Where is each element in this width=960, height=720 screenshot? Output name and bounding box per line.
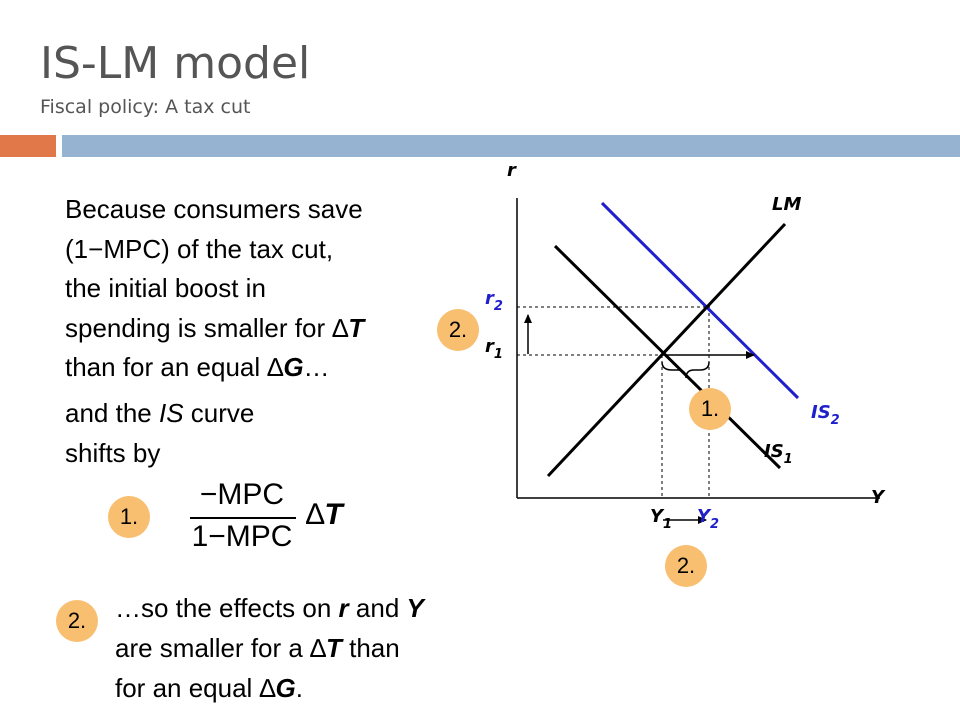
text-line-1: Because consumers save — [65, 194, 363, 224]
axis-y-label: r — [507, 160, 516, 181]
r1-label: $r_1$ — [485, 336, 503, 362]
page-title: IS-LM model — [40, 38, 311, 89]
step-badge-1: 1. — [108, 496, 150, 538]
delta-t-term: ∆T — [306, 498, 343, 531]
y2-label: $Y_2$ — [697, 506, 720, 532]
step-badge-2-graph-r: 2. — [437, 309, 479, 351]
r2-label: $r_2$ — [485, 288, 503, 314]
step-badge-2-bottom: 2. — [56, 600, 98, 642]
text-line-5: than for an equal ∆G… — [65, 352, 330, 382]
text-line-4: spending is smaller for ∆T — [65, 312, 365, 343]
shift-brace — [662, 362, 709, 378]
step-badge-2-graph-y: 2. — [665, 545, 707, 587]
text-line-2: (1−MPC) of the tax cut, — [65, 233, 334, 264]
text-line-9: are smaller for a ∆T than — [115, 633, 400, 663]
fraction-denominator: 1−MPC — [191, 520, 293, 553]
page-subtitle: Fiscal policy: A tax cut — [40, 96, 251, 118]
fraction-numerator: −MPC — [199, 478, 285, 511]
text-line-3: the initial boost in — [65, 273, 266, 303]
axis-x-label: Y — [871, 487, 885, 508]
lm-label: LM — [772, 194, 802, 215]
text-line-7: shifts by — [65, 437, 161, 468]
is1-label: $IS_1$ — [764, 441, 793, 467]
text-line-8: …so the effects on r and Y — [115, 593, 424, 623]
y1-label: $Y_1$ — [650, 506, 673, 532]
is2-curve — [602, 203, 798, 398]
text-line-10: for an equal ∆G. — [115, 673, 303, 703]
is2-label: $IS_2$ — [811, 402, 840, 428]
text-line-6: and the IS curve — [65, 398, 255, 428]
step-badge-1-graph: 1. — [689, 388, 731, 430]
